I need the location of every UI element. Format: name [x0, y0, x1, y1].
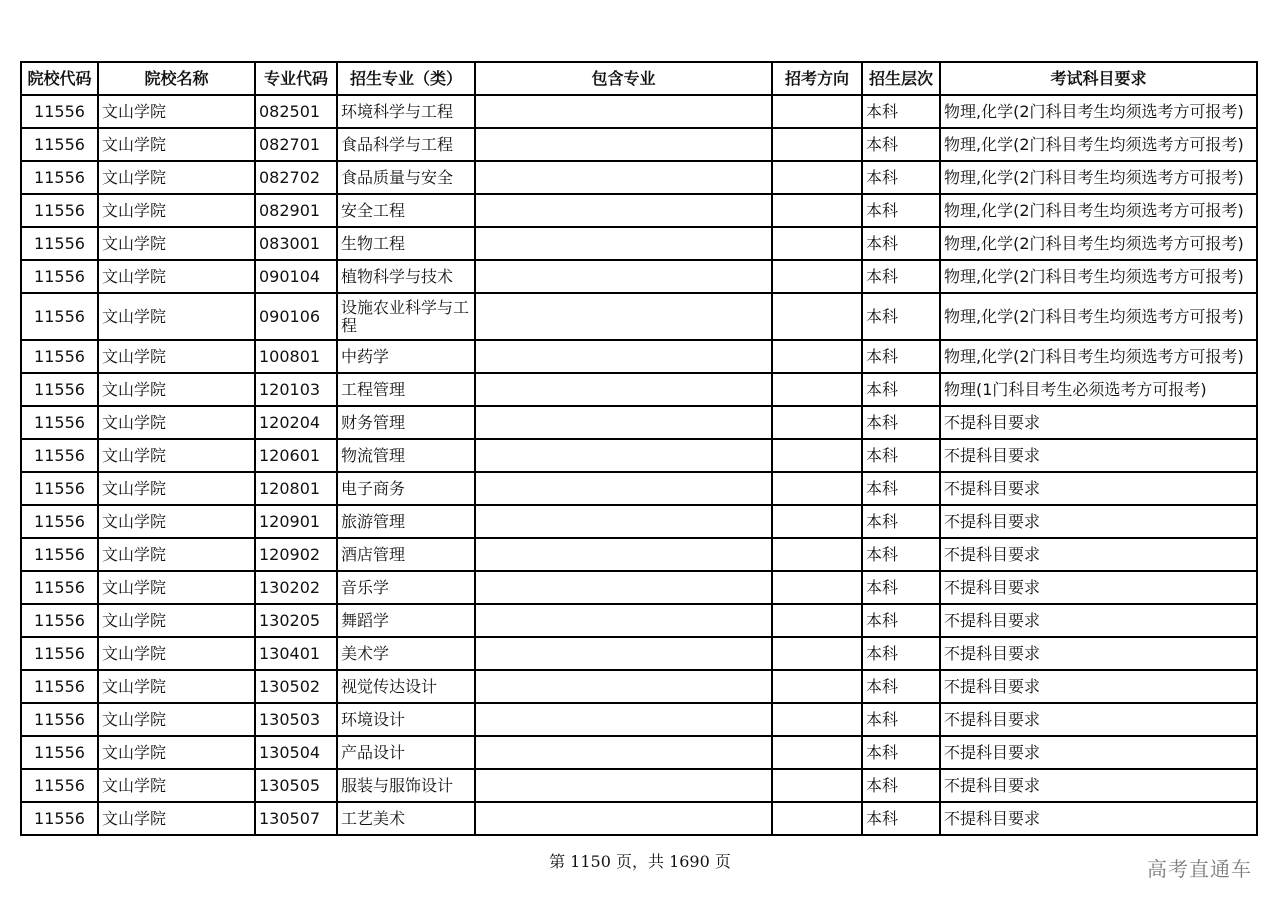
cell-included-majors	[475, 571, 772, 604]
cell-subject-requirements: 物理,化学(2门科目考生均须选考方可报考)	[940, 227, 1257, 260]
cell-school-code: 11556	[21, 505, 98, 538]
cell-major-category: 服装与服饰设计	[337, 769, 475, 802]
cell-included-majors	[475, 373, 772, 406]
cell-school-name: 文山学院	[98, 227, 255, 260]
cell-school-name: 文山学院	[98, 505, 255, 538]
cell-major-code: 130202	[255, 571, 337, 604]
cell-level: 本科	[862, 161, 940, 194]
cell-school-code: 11556	[21, 802, 98, 835]
cell-school-code: 11556	[21, 571, 98, 604]
cell-included-majors	[475, 670, 772, 703]
cell-major-category: 食品科学与工程	[337, 128, 475, 161]
cell-subject-requirements: 物理,化学(2门科目考生均须选考方可报考)	[940, 260, 1257, 293]
admission-table	[20, 61, 1258, 836]
cell-major-code: 130507	[255, 802, 337, 835]
cell-subject-requirements: 不提科目要求	[940, 703, 1257, 736]
cell-level: 本科	[862, 802, 940, 835]
table-row	[21, 604, 1257, 637]
header-row	[21, 62, 1257, 95]
cell-school-name: 文山学院	[98, 373, 255, 406]
cell-school-name: 文山学院	[98, 604, 255, 637]
cell-major-category: 产品设计	[337, 736, 475, 769]
cell-school-name: 文山学院	[98, 769, 255, 802]
cell-subject-requirements: 不提科目要求	[940, 736, 1257, 769]
cell-direction	[772, 604, 862, 637]
table-row	[21, 439, 1257, 472]
cell-major-category: 旅游管理	[337, 505, 475, 538]
header-level: 招生层次	[862, 62, 940, 95]
cell-major-code: 120204	[255, 406, 337, 439]
cell-level: 本科	[862, 604, 940, 637]
cell-direction	[772, 736, 862, 769]
cell-major-category: 安全工程	[337, 194, 475, 227]
cell-direction	[772, 128, 862, 161]
table-row	[21, 373, 1257, 406]
table-row	[21, 802, 1257, 835]
cell-subject-requirements: 不提科目要求	[940, 571, 1257, 604]
table-row	[21, 736, 1257, 769]
cell-included-majors	[475, 406, 772, 439]
cell-school-code: 11556	[21, 769, 98, 802]
cell-direction	[772, 538, 862, 571]
cell-level: 本科	[862, 406, 940, 439]
cell-subject-requirements: 不提科目要求	[940, 670, 1257, 703]
cell-school-code: 11556	[21, 373, 98, 406]
cell-direction	[772, 769, 862, 802]
cell-level: 本科	[862, 194, 940, 227]
table-row	[21, 161, 1257, 194]
cell-direction	[772, 637, 862, 670]
cell-subject-requirements: 物理,化学(2门科目考生均须选考方可报考)	[940, 128, 1257, 161]
cell-included-majors	[475, 161, 772, 194]
cell-level: 本科	[862, 571, 940, 604]
table-row	[21, 538, 1257, 571]
cell-included-majors	[475, 194, 772, 227]
cell-direction	[772, 439, 862, 472]
cell-major-category: 物流管理	[337, 439, 475, 472]
table-row	[21, 260, 1257, 293]
cell-subject-requirements: 物理(1门科目考生必须选考方可报考)	[940, 373, 1257, 406]
cell-included-majors	[475, 340, 772, 373]
cell-included-majors	[475, 538, 772, 571]
header-included-majors: 包含专业	[475, 62, 772, 95]
watermark-logo: 高考直通车	[1147, 857, 1252, 881]
cell-school-name: 文山学院	[98, 293, 255, 340]
cell-level: 本科	[862, 95, 940, 128]
table-row	[21, 128, 1257, 161]
cell-school-code: 11556	[21, 340, 98, 373]
cell-major-code: 120801	[255, 472, 337, 505]
cell-level: 本科	[862, 128, 940, 161]
cell-direction	[772, 293, 862, 340]
cell-school-name: 文山学院	[98, 406, 255, 439]
header-subject-requirements: 考试科目要求	[940, 62, 1257, 95]
cell-direction	[772, 95, 862, 128]
cell-included-majors	[475, 802, 772, 835]
cell-included-majors	[475, 472, 772, 505]
cell-school-name: 文山学院	[98, 703, 255, 736]
cell-major-category: 音乐学	[337, 571, 475, 604]
cell-major-category: 工程管理	[337, 373, 475, 406]
table-row	[21, 637, 1257, 670]
cell-subject-requirements: 不提科目要求	[940, 604, 1257, 637]
cell-included-majors	[475, 637, 772, 670]
cell-subject-requirements: 物理,化学(2门科目考生均须选考方可报考)	[940, 293, 1257, 340]
cell-school-code: 11556	[21, 538, 98, 571]
header-major-category: 招生专业（类）	[337, 62, 475, 95]
cell-school-name: 文山学院	[98, 128, 255, 161]
cell-major-code: 120901	[255, 505, 337, 538]
cell-school-code: 11556	[21, 736, 98, 769]
cell-school-name: 文山学院	[98, 802, 255, 835]
cell-school-code: 11556	[21, 637, 98, 670]
cell-level: 本科	[862, 472, 940, 505]
cell-level: 本科	[862, 373, 940, 406]
header-direction: 招考方向	[772, 62, 862, 95]
cell-level: 本科	[862, 637, 940, 670]
cell-major-category: 财务管理	[337, 406, 475, 439]
cell-subject-requirements: 不提科目要求	[940, 769, 1257, 802]
cell-subject-requirements: 不提科目要求	[940, 472, 1257, 505]
table-header	[21, 62, 1257, 95]
cell-school-name: 文山学院	[98, 161, 255, 194]
cell-subject-requirements: 物理,化学(2门科目考生均须选考方可报考)	[940, 161, 1257, 194]
cell-direction	[772, 227, 862, 260]
cell-major-code: 090106	[255, 293, 337, 340]
cell-level: 本科	[862, 736, 940, 769]
table-row	[21, 293, 1257, 340]
cell-direction	[772, 802, 862, 835]
cell-level: 本科	[862, 670, 940, 703]
cell-major-category: 工艺美术	[337, 802, 475, 835]
header-major-code: 专业代码	[255, 62, 337, 95]
cell-school-name: 文山学院	[98, 670, 255, 703]
table-row	[21, 340, 1257, 373]
header-school-name: 院校名称	[98, 62, 255, 95]
cell-subject-requirements: 不提科目要求	[940, 505, 1257, 538]
table-row	[21, 406, 1257, 439]
cell-direction	[772, 703, 862, 736]
table-row	[21, 769, 1257, 802]
cell-school-code: 11556	[21, 703, 98, 736]
cell-school-code: 11556	[21, 95, 98, 128]
cell-school-code: 11556	[21, 194, 98, 227]
cell-school-code: 11556	[21, 670, 98, 703]
cell-school-code: 11556	[21, 161, 98, 194]
cell-school-code: 11556	[21, 227, 98, 260]
cell-major-code: 090104	[255, 260, 337, 293]
table-row	[21, 227, 1257, 260]
cell-major-code: 130205	[255, 604, 337, 637]
cell-major-code: 130401	[255, 637, 337, 670]
cell-level: 本科	[862, 227, 940, 260]
cell-subject-requirements: 不提科目要求	[940, 439, 1257, 472]
cell-direction	[772, 505, 862, 538]
cell-major-code: 082501	[255, 95, 337, 128]
cell-direction	[772, 161, 862, 194]
cell-school-name: 文山学院	[98, 340, 255, 373]
cell-major-code: 130505	[255, 769, 337, 802]
cell-school-code: 11556	[21, 128, 98, 161]
cell-major-category: 电子商务	[337, 472, 475, 505]
cell-subject-requirements: 物理,化学(2门科目考生均须选考方可报考)	[940, 95, 1257, 128]
cell-included-majors	[475, 439, 772, 472]
cell-school-code: 11556	[21, 260, 98, 293]
page-number: 第 1150 页，共 1690 页	[549, 852, 731, 871]
cell-direction	[772, 373, 862, 406]
cell-major-code: 100801	[255, 340, 337, 373]
cell-major-category: 酒店管理	[337, 538, 475, 571]
cell-included-majors	[475, 293, 772, 340]
cell-major-code: 082701	[255, 128, 337, 161]
table-row	[21, 95, 1257, 128]
cell-school-name: 文山学院	[98, 95, 255, 128]
table-row	[21, 670, 1257, 703]
cell-level: 本科	[862, 505, 940, 538]
cell-level: 本科	[862, 538, 940, 571]
cell-included-majors	[475, 95, 772, 128]
cell-included-majors	[475, 604, 772, 637]
table-row	[21, 472, 1257, 505]
cell-school-code: 11556	[21, 472, 98, 505]
cell-included-majors	[475, 769, 772, 802]
cell-school-name: 文山学院	[98, 736, 255, 769]
table-body	[21, 95, 1257, 835]
cell-subject-requirements: 不提科目要求	[940, 406, 1257, 439]
table-row	[21, 194, 1257, 227]
cell-level: 本科	[862, 293, 940, 340]
cell-major-code: 083001	[255, 227, 337, 260]
cell-school-name: 文山学院	[98, 571, 255, 604]
cell-major-code: 120902	[255, 538, 337, 571]
cell-major-category: 视觉传达设计	[337, 670, 475, 703]
cell-school-name: 文山学院	[98, 194, 255, 227]
cell-included-majors	[475, 505, 772, 538]
cell-school-name: 文山学院	[98, 637, 255, 670]
cell-school-name: 文山学院	[98, 538, 255, 571]
table-row	[21, 703, 1257, 736]
header-school-code: 院校代码	[21, 62, 98, 95]
cell-school-name: 文山学院	[98, 260, 255, 293]
cell-included-majors	[475, 703, 772, 736]
cell-included-majors	[475, 736, 772, 769]
cell-major-code: 082901	[255, 194, 337, 227]
cell-major-code: 130504	[255, 736, 337, 769]
cell-direction	[772, 670, 862, 703]
cell-major-category: 食品质量与安全	[337, 161, 475, 194]
cell-major-category: 设施农业科学与工程	[337, 293, 475, 340]
cell-subject-requirements: 不提科目要求	[940, 538, 1257, 571]
cell-subject-requirements: 物理,化学(2门科目考生均须选考方可报考)	[940, 340, 1257, 373]
cell-subject-requirements: 不提科目要求	[940, 802, 1257, 835]
cell-major-category: 舞蹈学	[337, 604, 475, 637]
cell-major-category: 环境设计	[337, 703, 475, 736]
cell-major-category: 生物工程	[337, 227, 475, 260]
cell-direction	[772, 340, 862, 373]
cell-major-category: 环境科学与工程	[337, 95, 475, 128]
cell-school-code: 11556	[21, 604, 98, 637]
cell-major-code: 130503	[255, 703, 337, 736]
cell-major-code: 130502	[255, 670, 337, 703]
cell-level: 本科	[862, 260, 940, 293]
cell-major-code: 120103	[255, 373, 337, 406]
cell-included-majors	[475, 260, 772, 293]
cell-school-name: 文山学院	[98, 439, 255, 472]
cell-direction	[772, 472, 862, 505]
cell-included-majors	[475, 128, 772, 161]
cell-school-code: 11556	[21, 439, 98, 472]
cell-major-code: 082702	[255, 161, 337, 194]
cell-major-code: 120601	[255, 439, 337, 472]
table-row	[21, 505, 1257, 538]
cell-direction	[772, 571, 862, 604]
cell-major-category: 植物科学与技术	[337, 260, 475, 293]
cell-major-category: 中药学	[337, 340, 475, 373]
cell-school-code: 11556	[21, 293, 98, 340]
cell-direction	[772, 194, 862, 227]
cell-included-majors	[475, 227, 772, 260]
cell-level: 本科	[862, 340, 940, 373]
cell-major-category: 美术学	[337, 637, 475, 670]
cell-school-code: 11556	[21, 406, 98, 439]
cell-level: 本科	[862, 769, 940, 802]
cell-subject-requirements: 不提科目要求	[940, 637, 1257, 670]
cell-subject-requirements: 物理,化学(2门科目考生均须选考方可报考)	[940, 194, 1257, 227]
cell-school-name: 文山学院	[98, 472, 255, 505]
cell-level: 本科	[862, 439, 940, 472]
cell-level: 本科	[862, 703, 940, 736]
cell-direction	[772, 260, 862, 293]
cell-direction	[772, 406, 862, 439]
table-row	[21, 571, 1257, 604]
